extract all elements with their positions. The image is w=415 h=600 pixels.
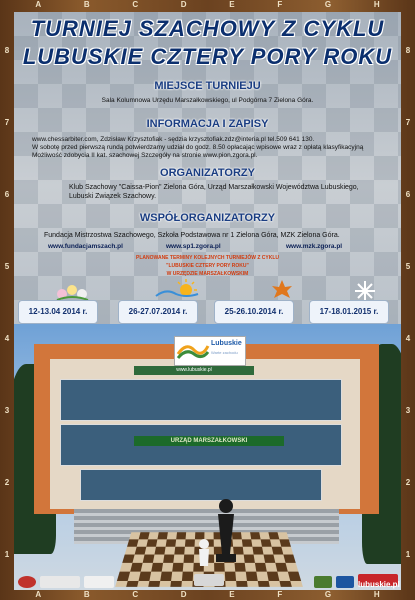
- url-sign: www.lubuskie.pl: [134, 366, 254, 375]
- poster-board: [14, 12, 401, 590]
- file-letter: C: [132, 0, 139, 9]
- sponsor-logo: [18, 576, 36, 588]
- sponsor-logo: [314, 576, 332, 588]
- file-letter: B: [83, 590, 90, 599]
- winter-snowflake-icon: [354, 280, 376, 302]
- file-letter: F: [277, 0, 283, 9]
- info-heading: INFORMACJA I ZAPISY: [146, 118, 269, 130]
- file-letter: F: [277, 590, 283, 599]
- building-facade: [50, 359, 360, 509]
- rank-number: 7: [405, 117, 411, 127]
- coorganizers-text: Fundacja Mistrzostwa Szachowego, Szkoła Podstawowa nr 1 Zielona Góra, MZK Zielona Góra.: [44, 232, 340, 239]
- rank-number: 2: [4, 477, 10, 487]
- link-mzk[interactable]: www.mzk.zgora.pl: [286, 243, 343, 250]
- footer-url: lubuskie.pl: [358, 580, 400, 589]
- rank-number: 8: [4, 45, 10, 55]
- rank-number: 5: [4, 261, 10, 271]
- info-line2: W sobotę przed pierwszą rundą potwierdzamy udział do godz. 8.50 opłacając wpisowe wraz z opłatą klasyfikacyjną: [32, 144, 364, 151]
- date-winter: 17-18.01.2015 r.: [309, 300, 389, 324]
- bottom-file-letters: [14, 590, 401, 600]
- rank-number: 1: [4, 549, 10, 559]
- sponsor-logo: [194, 574, 224, 586]
- file-letter: A: [35, 590, 42, 599]
- file-letter: A: [35, 0, 42, 9]
- organizers-line2: Lubuski Związek Szachowy.: [69, 193, 157, 200]
- right-rank-numbers: [401, 14, 415, 590]
- plan-line3: W URZĘDZIE MARSZAŁKOWSKIM: [166, 271, 249, 277]
- sponsor-logo: [84, 576, 114, 588]
- logo-name: Lubuskie: [211, 340, 242, 347]
- rank-number: 5: [405, 261, 411, 271]
- top-file-letters: [14, 0, 401, 12]
- sponsor-logos-bar: [14, 572, 401, 590]
- autumn-leaf-icon: [270, 278, 294, 302]
- poster-title-line1: TURNIEJ SZACHOWY Z CYKLU: [30, 16, 385, 41]
- link-sp1[interactable]: www.sp1.zgora.pl: [166, 243, 221, 250]
- lubuskie-wave-icon: [176, 338, 210, 364]
- rank-number: 7: [4, 117, 10, 127]
- lubuskie-logo: [174, 336, 246, 366]
- plan-line2: "LUBUSKIE CZTERY PORY ROKU": [166, 263, 249, 269]
- poster-title-line2: LUBUSKIE CZTERY PORY ROKU: [22, 44, 393, 69]
- office-sign: URZĄD MARSZAŁKOWSKI: [134, 436, 284, 446]
- upper-windows: [60, 379, 342, 421]
- rank-number: 8: [405, 45, 411, 55]
- date-spring: 12-13.04 2014 r.: [18, 300, 98, 324]
- rank-number: 6: [405, 189, 411, 199]
- left-rank-numbers: [0, 14, 14, 590]
- file-letter: H: [373, 590, 380, 599]
- info-line1: www.chessarbiter.com, Zdzisław Krzysztofiak - sędzia krzysztofiak.zdz@interia.pl tel.509 641 130.: [32, 136, 315, 143]
- file-letter: G: [324, 0, 332, 9]
- rank-number: 3: [4, 405, 10, 415]
- office-building-photo: [14, 324, 401, 590]
- file-letter: E: [229, 590, 235, 599]
- rank-number: 4: [405, 333, 411, 343]
- logo-subtitle: Warte zachodu: [211, 350, 238, 355]
- info-line3: Możliwość zdobycia II kat. szachowej Szczegóły na stronie www.pion.zgora.pl.: [32, 152, 258, 159]
- link-fundacja[interactable]: www.fundacjamszach.pl: [48, 243, 123, 250]
- file-letter: D: [180, 0, 187, 9]
- plan-line1: PLANOWANE TERMINY KOLEJNYCH TURNIEJÓW Z CYKLU: [136, 255, 279, 261]
- summer-sun-icon: [152, 278, 202, 302]
- rank-number: 3: [405, 405, 411, 415]
- spring-flowers-icon: [52, 280, 92, 302]
- sponsor-logo: [336, 576, 354, 588]
- rank-number: 6: [4, 189, 10, 199]
- date-summer: 26-27.07.2014 r.: [118, 300, 198, 324]
- file-letter: E: [229, 0, 235, 9]
- rank-number: 1: [405, 549, 411, 559]
- venue-text: Sala Kolumnowa Urzędu Marszałkowskiego, ul Podgórna 7 Zielona Góra.: [101, 97, 314, 104]
- sponsor-logo: [40, 576, 80, 588]
- file-letter: C: [132, 590, 139, 599]
- file-letter: D: [180, 590, 187, 599]
- file-letter: H: [373, 0, 380, 9]
- organizers-heading: ORGANIZATORZY: [160, 167, 255, 179]
- organizers-line1: Klub Szachowy "Caissa-Pion" Zielona Góra, Urząd Marszałkowski Województwa Lubuskiego,: [69, 184, 359, 191]
- chess-pieces-icon: [194, 494, 244, 574]
- rank-number: 2: [405, 477, 411, 487]
- venue-heading: MIEJSCE TURNIEJU: [154, 80, 261, 92]
- date-autumn: 25-26.10.2014 r.: [214, 300, 294, 324]
- rank-number: 4: [4, 333, 10, 343]
- coorganizers-heading: WSPÓŁORGANIZATORZY: [139, 212, 276, 224]
- file-letter: B: [83, 0, 90, 9]
- file-letter: G: [324, 590, 332, 599]
